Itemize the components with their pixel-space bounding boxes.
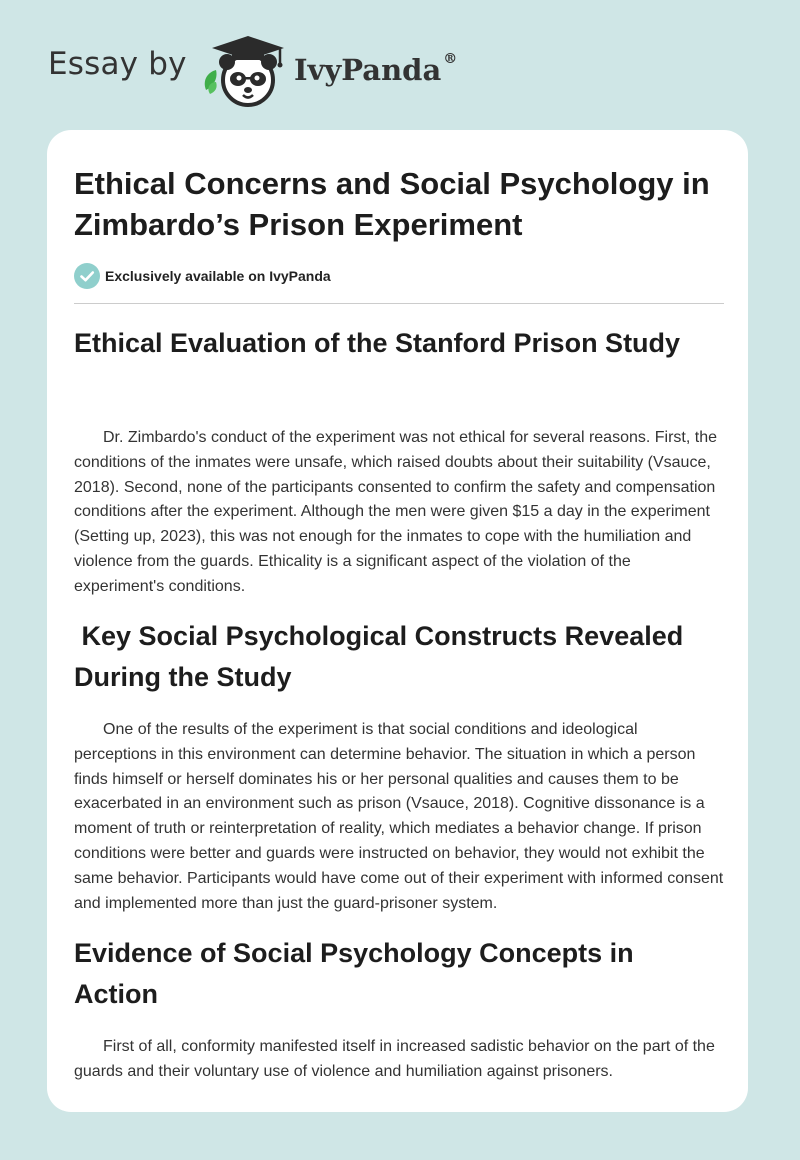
exclusive-badge-label: Exclusively available on IvyPanda	[105, 268, 331, 284]
section-heading: Evidence of Social Psychology Concepts in Action	[74, 938, 641, 1009]
essay-by-label: Essay by	[48, 46, 187, 82]
section-heading: Key Social Psychological Constructs Revealed During the Study	[74, 621, 691, 692]
exclusive-badge	[74, 263, 724, 289]
section-paragraph: Dr. Zimbardo's conduct of the experiment was not ethical for several reasons. First, the conditions of the inmates were unsafe, which raised doubts about their suitability (Vsauce, 2018). Second, none of the participants consented to confirm the safety and compensation conditions after the experiment. Although the men were given $15 a day in the experiment (Setting up, 2023), this was not enough for the inmates to cope with the humiliation and violence from the guards. Ethicality is a significant aspect of the violation of the experiment's conditions.	[74, 429, 717, 595]
brand-text: IvyPanda	[294, 53, 442, 87]
title-divider	[74, 303, 724, 304]
check-circle-icon	[74, 263, 100, 289]
brand-name[interactable]	[294, 53, 457, 87]
essay-title: Ethical Concerns and Social Psychology in Zimbardo’s Prison Experiment	[74, 166, 710, 242]
panda-graduate-icon[interactable]	[200, 32, 290, 110]
section-paragraph: One of the results of the experiment is that social conditions and ideological perceptions in this environment can determine behavior. The situation in which a person finds himself or herself dominates his or her personal qualities and causes them to be exacerbated in an environment such as prison (Vsauce, 2018). Cognitive dissonance is a moment of truth or reinterpretation of reality, which mediates a behavior change. If prison conditions were better and guards were instructed on behavior, they would not exhibit the same behavior. Participants would have come out of their experiment with informed consent and implemented more than just the guard-prisoner system.	[74, 721, 724, 912]
essay-card	[47, 130, 748, 1112]
site-header	[48, 30, 768, 110]
registered-mark: ®	[443, 51, 458, 67]
section-heading: Ethical Evaluation of the Stanford Prison Study	[74, 328, 681, 358]
section-paragraph: First of all, conformity manifested itself in increased sadistic behavior on the part of the guards and their voluntary use of violence and humiliation against prisoners.	[74, 1038, 715, 1080]
